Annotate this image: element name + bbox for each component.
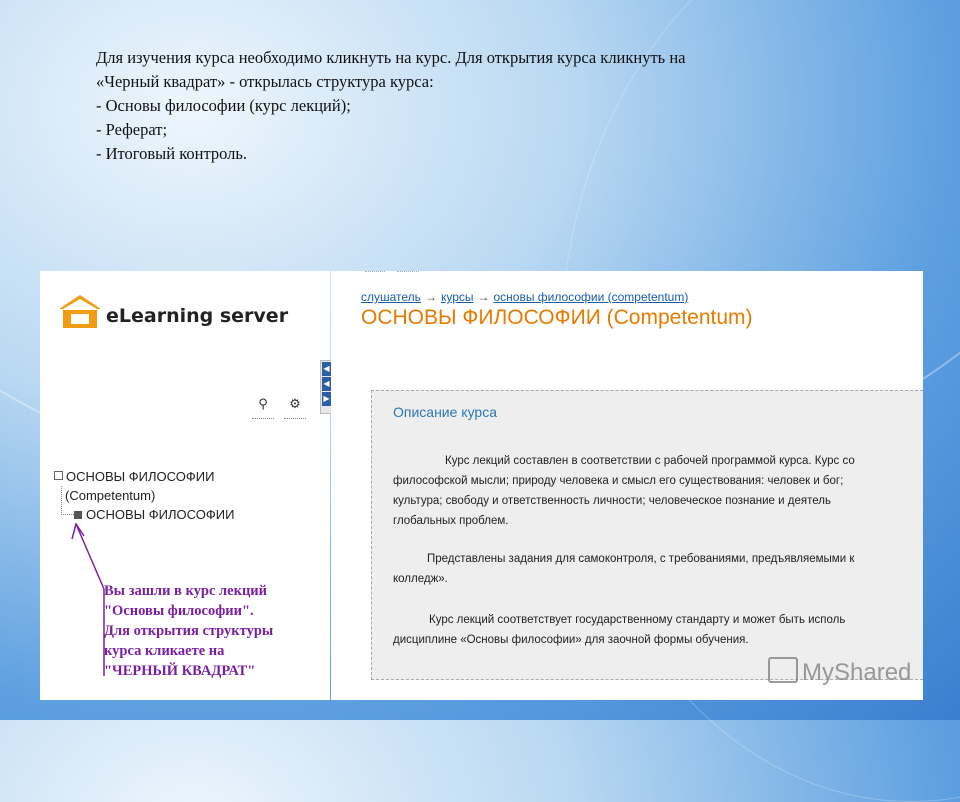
magnifier-icon[interactable]: ⚲ [252, 394, 274, 419]
divider [365, 271, 385, 278]
logo-icon [57, 293, 103, 329]
logo-text: eLearning server [106, 305, 289, 327]
annotation-line: курса кликаете на [104, 643, 225, 659]
gear-icon[interactable]: ⚙ [284, 394, 306, 419]
breadcrumb-separator: → [424, 290, 437, 304]
slide-text [96, 46, 896, 166]
arrow-left-icon[interactable]: ◀ [322, 377, 331, 391]
slide-line: - Итоговый контроль. [96, 144, 248, 163]
divider [397, 271, 419, 278]
description-text: Курс лекций составлен в соответствии с рабочей программой курса. Курс со [445, 455, 855, 467]
breadcrumb-separator: → [477, 290, 490, 304]
main-content [331, 271, 923, 700]
page-title: ОСНОВЫ ФИЛОСОФИИ (Competentum) [361, 306, 753, 329]
slide-line: - Основы философии (курс лекций); [96, 96, 351, 115]
tree-child-label: ОСНОВЫ ФИЛОСОФИИ [86, 507, 235, 522]
breadcrumb-link-course[interactable]: основы философии (competentum) [493, 290, 689, 304]
description-text: культура; свободу и ответственность личности; человеческое познание и деятель [393, 495, 831, 507]
description-heading: Описание курса [393, 404, 498, 420]
annotation-line: "ЧЕРНЫЙ КВАДРАТ" [104, 663, 256, 679]
breadcrumb-link-courses[interactable]: курсы [440, 290, 474, 304]
annotation-text [104, 581, 273, 681]
slide-line: Для изучения курса необходимо кликнуть на курс. Для открытия курса кликнуть на [96, 48, 686, 67]
description-text: колледж». [393, 573, 448, 585]
description-text: дисциплине «Основы философии» для заочной формы обучения. [393, 634, 749, 646]
description-text: Курс лекций соответствует государственному стандарту и может быть исполь [429, 614, 846, 626]
black-square-icon[interactable] [74, 511, 82, 519]
arrow-left-icon[interactable]: ◀ [322, 362, 331, 376]
annotation-line: Вы зашли в курс лекций [104, 583, 268, 599]
monitor-icon [768, 657, 798, 683]
tree-root-sublabel: (Competentum) [65, 488, 156, 503]
arrow-right-icon[interactable]: ▶ [322, 392, 331, 406]
slide-line: «Черный квадрат» - открылась структура курса: [96, 72, 434, 91]
watermark [768, 657, 911, 687]
description-body [393, 451, 923, 670]
expand-icon[interactable] [54, 471, 63, 480]
annotation-line: Для открытия структуры [104, 623, 274, 639]
breadcrumb [361, 290, 688, 304]
annotation-line: "Основы философии". [104, 603, 254, 619]
description-text: философской мысли; природу человека и смысл его существования: человек и бог; [393, 475, 844, 487]
tree-root[interactable] [54, 467, 214, 505]
course-description-panel [371, 390, 923, 680]
tree-child[interactable] [74, 507, 234, 522]
watermark-text: MyShared [802, 659, 912, 686]
description-text: глобальных проблем. [393, 515, 509, 527]
tree-root-label: ОСНОВЫ ФИЛОСОФИИ [66, 469, 215, 484]
breadcrumb-link-listener[interactable]: слушатель [361, 290, 421, 304]
description-text: Представлены задания для самоконтроля, с требованиями, предъявляемыми к [427, 553, 855, 565]
slide-line: - Реферат; [96, 120, 168, 139]
tree-connector [61, 486, 74, 515]
